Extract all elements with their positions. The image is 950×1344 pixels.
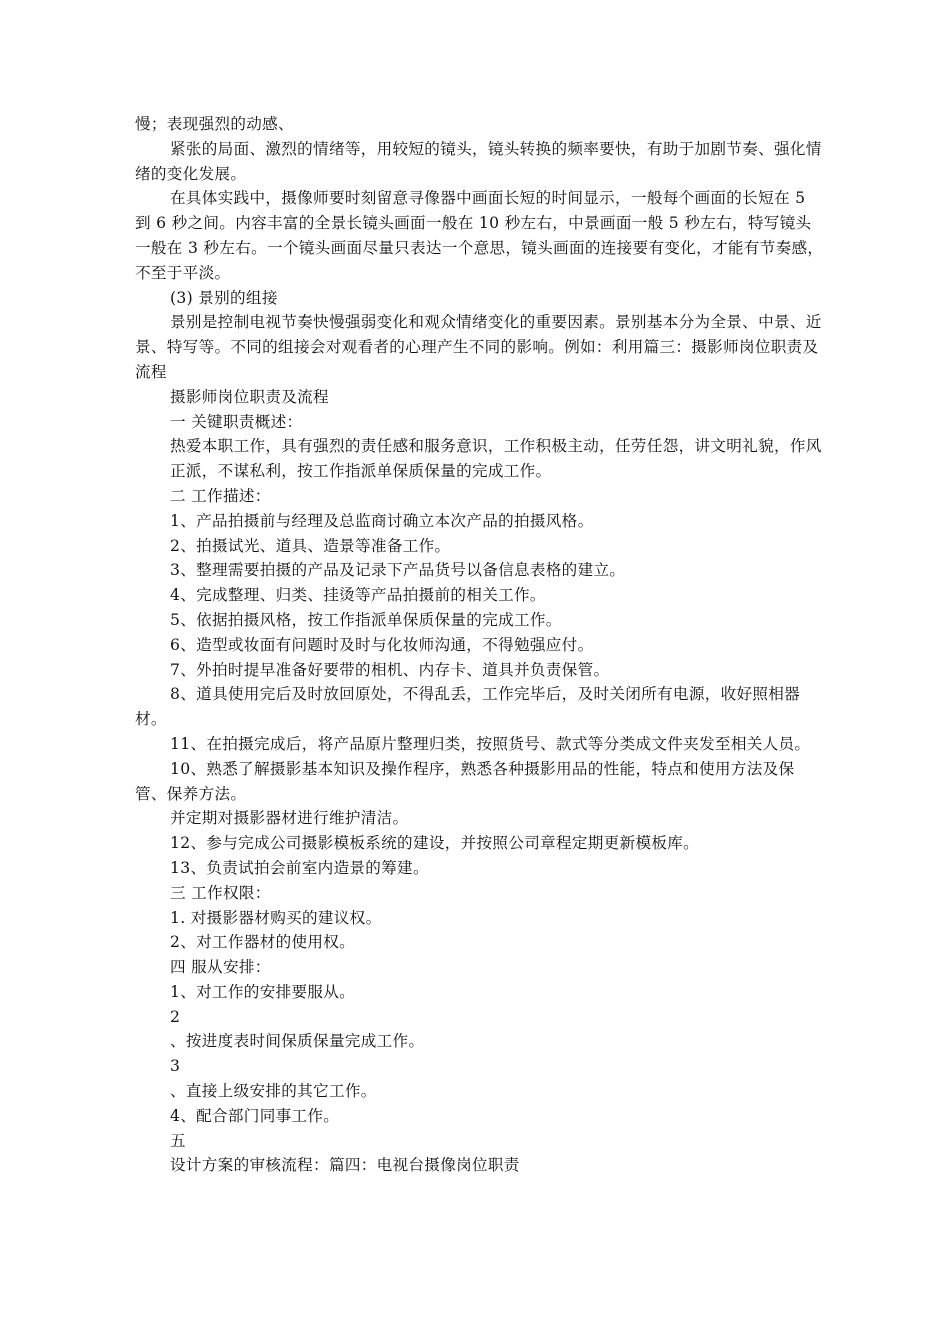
paragraph: 1. 对摄影器材购买的建议权。 <box>170 908 382 927</box>
paragraph: 4、完成整理、归类、挂烫等产品拍摄前的相关工作。 <box>170 586 546 605</box>
paragraph: 二 工作描述： <box>170 486 271 505</box>
paragraph: 3 <box>170 1057 181 1076</box>
paragraph: 摄影师岗位职责及流程 <box>170 387 329 406</box>
paragraph: 3、整理需要拍摄的产品及记录下产品货号以备信息表格的建立。 <box>170 561 626 580</box>
paragraph: 1、产品拍摄前与经理及总监商讨确立本次产品的拍摄风格。 <box>170 511 594 530</box>
paragraph: 2、对工作器材的使用权。 <box>170 933 356 952</box>
paragraph: 热爱本职工作，具有强烈的责任感和服务意识，工作积极主动，任劳任怨，讲文明礼貌，作风正派，不谋私利，按工作指派单保质保量的完成工作。 <box>170 437 822 481</box>
paragraph: 13、负责试拍会前室内造景的筹建。 <box>170 858 429 877</box>
paragraph: 慢；表现强烈的动感、 <box>135 115 294 133</box>
paragraph: 12、参与完成公司摄影模板系统的建设，并按照公司章程定期更新模板库。 <box>170 834 700 853</box>
paragraph: 在具体实践中，摄像师要时刻留意寻像器中画面长短的时间显示，一般每个画面的长短在 5 到 6 秒之间。内容丰富的全景长镜头画面一般在 10 秒左右，中景画面一般 5 秒左右，特写镜头一般在 3 秒左右。一个镜头画面尽量只表达一个意思，镜头画面的连接要有变化，才能有节奏感，不至于平淡。 <box>135 189 824 282</box>
paragraph: (3) 景别的组接 <box>170 288 278 307</box>
paragraph: 1、对工作的安排要服从。 <box>170 982 356 1001</box>
paragraph: 4、配合部门同事工作。 <box>170 1106 340 1125</box>
paragraph: 四 服从安排： <box>170 958 271 977</box>
paragraph: 并定期对摄影器材进行维护清洁。 <box>170 809 409 828</box>
paragraph: 景别是控制电视节奏快慢强弱变化和观众情绪变化的重要因素。景别基本分为全景、中景、近景、特写等。不同的组接会对观看者的心理产生不同的影响。例如：利用篇三：摄影师岗位职责及流程 <box>135 313 822 381</box>
paragraph: 三 工作权限： <box>170 883 271 902</box>
paragraph: 2 <box>170 1007 181 1026</box>
paragraph: 10、熟悉了解摄影基本知识及操作程序，熟悉各种摄影用品的性能，特点和使用方法及保管、保养方法。 <box>135 759 795 803</box>
paragraph: 6、造型或妆面有问题时及时与化妆师沟通，不得勉强应付。 <box>170 635 594 654</box>
paragraph: 、直接上级安排的其它工作。 <box>170 1082 377 1101</box>
paragraph: 8、道具使用完后及时放回原处，不得乱丢，工作完毕后，及时关闭所有电源，收好照相器材。 <box>135 685 801 729</box>
paragraph: 2、拍摄试光、道具、造景等准备工作。 <box>170 536 451 555</box>
paragraph: 11、在拍摄完成后，将产品原片整理归类，按照货号、款式等分类成文件夹发至相关人员。 <box>170 734 811 753</box>
paragraph: 5、依据拍摄风格，按工作指派单保质保量的完成工作。 <box>170 610 562 629</box>
paragraph: 7、外拍时提早准备好要带的相机、内存卡、道具并负责保管。 <box>170 660 610 679</box>
paragraph: 紧张的局面、激烈的情绪等，用较短的镜头，镜头转换的频率要快，有助于加剧节奏、强化情绪的变化发展。 <box>135 139 822 183</box>
paragraph: 五 <box>170 1131 186 1150</box>
paragraph: 、按进度表时间保质保量完成工作。 <box>170 1032 425 1051</box>
paragraph: 设计方案的审核流程：篇四：电视台摄像岗位职责 <box>170 1156 520 1175</box>
document-body <box>135 112 825 1178</box>
paragraph: 一 关键职责概述： <box>170 412 303 431</box>
